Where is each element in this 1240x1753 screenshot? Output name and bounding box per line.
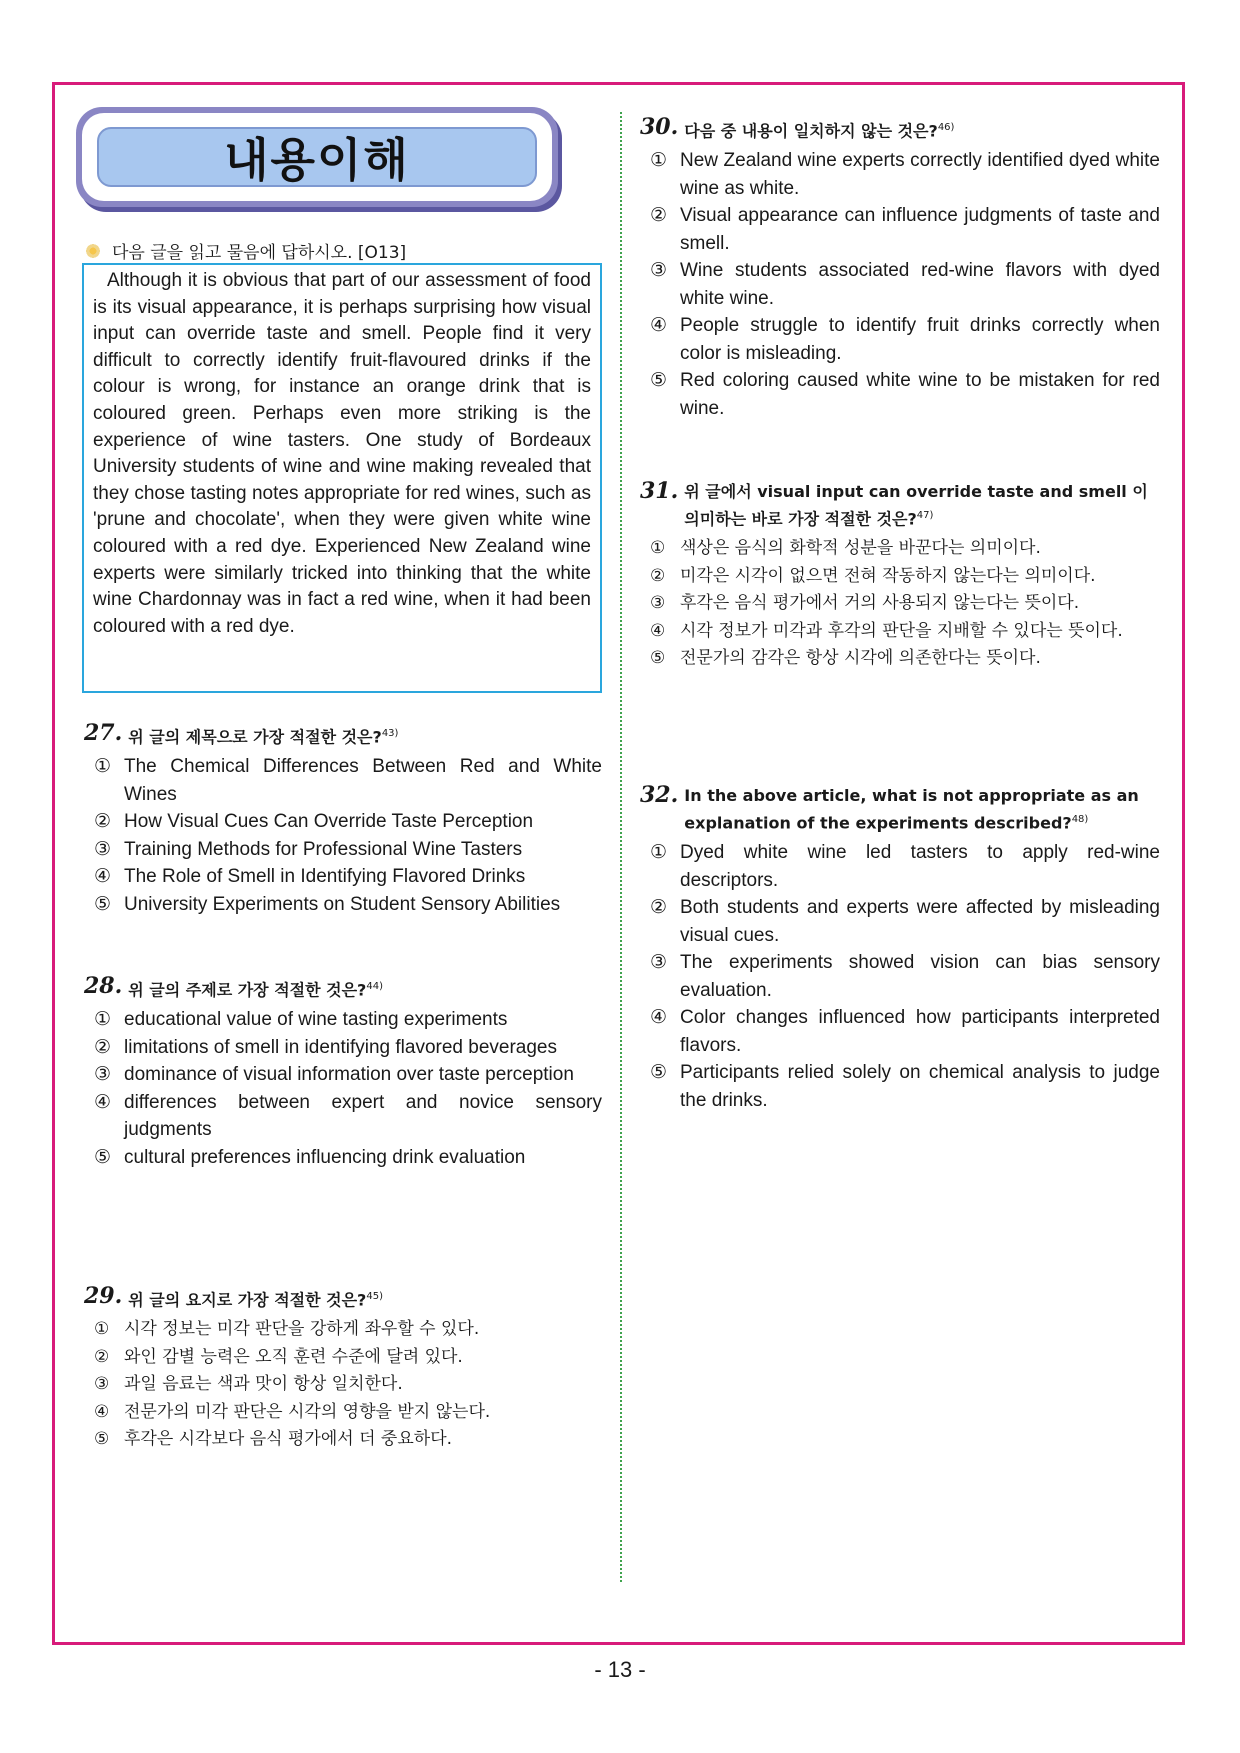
question-number: 27. — [84, 720, 123, 746]
option-marker: ① — [650, 538, 666, 559]
option-marker: ④ — [94, 866, 112, 888]
footnote-ref: 48) — [1071, 814, 1089, 825]
reading-passage: Although it is obvious that part of our assessment of food is its visual appearance, it is perhaps surprising how visual input can override taste and smell. People find it very difficult to correctly identify fruit-flavoured drinks if the colour is wrong, for instance an orange drink that is coloured green. Perhaps even more striking is the experience of wine tasters. One study of Bordeaux University students of wine and wine making revealed that they chose tasting notes appropriate for red wines, such as 'prune and chocolate', when they were given white wine coloured with a red dye. Experienced New Zealand wine experts were similarly tricked into thinking that the white wine Chardonnay was in fact a red wine, when it had been coloured with a red dye. — [82, 263, 602, 693]
answer-option[interactable] — [640, 839, 1160, 894]
answer-option[interactable] — [84, 1316, 602, 1344]
option-text: dominance of visual information over taste perception — [124, 1064, 574, 1086]
option-text: educational value of wine tasting experiments — [124, 1009, 508, 1031]
question-number: 31. — [640, 478, 679, 504]
answer-option[interactable] — [640, 1059, 1160, 1114]
column-divider — [620, 112, 622, 1582]
option-text: 와인 감별 능력은 오직 훈련 수준에 달려 있다. — [124, 1346, 463, 1367]
option-text: Color changes influenced how participants interpreted flavors. — [680, 1007, 1160, 1056]
answer-option[interactable] — [84, 891, 602, 919]
answer-option[interactable] — [640, 590, 1160, 618]
option-marker: ⑤ — [650, 370, 668, 392]
option-text: 전문가의 미각 판단은 시각의 영향을 받지 않는다. — [124, 1401, 491, 1422]
option-marker: ③ — [94, 838, 112, 860]
option-text: Wine students associated red-wine flavors with dyed white wine. — [680, 260, 1160, 309]
option-marker: ⑤ — [650, 648, 666, 669]
option-marker: ② — [94, 811, 112, 833]
option-marker: ① — [94, 1009, 112, 1031]
option-marker: ④ — [650, 620, 666, 641]
option-marker: ④ — [650, 315, 668, 337]
answer-option[interactable] — [84, 1371, 602, 1399]
flower-icon — [84, 242, 102, 260]
question-stem: 다음 중 내용이 일치하지 않는 것은? — [684, 121, 938, 141]
option-text: 후각은 음식 평가에서 거의 사용되지 않는다는 뜻이다. — [680, 593, 1080, 614]
question-number: 32. — [640, 782, 679, 808]
answer-option[interactable] — [84, 863, 602, 891]
question-stem: 위 글의 요지로 가장 적절한 것은? — [128, 1290, 367, 1310]
question-stem: In the above article, what is not appropriate as an explanation of the experiments described? — [684, 786, 1139, 833]
option-marker: ① — [650, 150, 668, 172]
option-marker: ② — [650, 205, 668, 227]
option-text: University Experiments on Student Sensory Abilities — [124, 893, 561, 915]
option-text: 과일 음료는 색과 맛이 항상 일치한다. — [124, 1374, 403, 1395]
footnote-ref: 47) — [916, 510, 934, 521]
answer-option[interactable] — [84, 753, 602, 808]
answer-option[interactable] — [640, 202, 1160, 257]
answer-option[interactable] — [640, 645, 1160, 673]
question-31 — [640, 480, 1160, 673]
option-marker: ⑤ — [94, 893, 112, 915]
option-text: limitations of smell in identifying flavored beverages — [124, 1036, 557, 1058]
option-marker: ⑤ — [94, 1429, 110, 1450]
section-banner — [76, 107, 558, 207]
question-header — [84, 975, 602, 1002]
question-stem: 위 글에서 visual input can override taste and smell 이 의미하는 바로 가장 적절한 것은? — [684, 482, 1148, 529]
option-marker: ① — [94, 1319, 110, 1340]
option-text: The experiments showed vision can bias sensory evaluation. — [680, 952, 1160, 1001]
answer-option[interactable] — [640, 535, 1160, 563]
option-marker: ① — [650, 842, 668, 864]
answer-option[interactable] — [640, 367, 1160, 422]
option-text: The Chemical Differences Between Red and White Wines — [124, 756, 602, 805]
option-marker: ② — [94, 1346, 110, 1367]
option-text: cultural preferences influencing drink evaluation — [124, 1146, 526, 1168]
option-text: Red coloring caused white wine to be mistaken for red wine. — [680, 370, 1160, 419]
answer-option[interactable] — [84, 1399, 602, 1427]
option-marker: ③ — [650, 260, 668, 282]
answer-option[interactable] — [640, 949, 1160, 1004]
question-number: 29. — [84, 1283, 123, 1309]
option-marker: ③ — [650, 593, 666, 614]
option-marker: ② — [94, 1036, 112, 1058]
page-number: - 13 - — [594, 1657, 646, 1682]
question-27 — [84, 722, 602, 918]
question-32 — [640, 784, 1160, 1114]
option-text: 미각은 시각이 없으면 전혀 작동하지 않는다는 의미이다. — [680, 565, 1096, 586]
option-marker: ③ — [94, 1064, 112, 1086]
question-header — [84, 1285, 602, 1312]
option-text: 시각 정보가 미각과 후각의 판단을 지배할 수 있다는 뜻이다. — [680, 620, 1123, 641]
answer-option[interactable] — [84, 1061, 602, 1089]
option-text: How Visual Cues Can Override Taste Perception — [124, 811, 534, 833]
question-header — [640, 116, 1160, 143]
answer-option[interactable] — [84, 1426, 602, 1454]
question-number: 30. — [640, 114, 679, 140]
option-marker: ③ — [650, 952, 668, 974]
answer-option[interactable] — [84, 808, 602, 836]
question-number: 28. — [84, 973, 123, 999]
question-stem: 위 글의 주제로 가장 적절한 것은? — [128, 980, 367, 1000]
question-29 — [84, 1285, 602, 1454]
question-header — [84, 722, 602, 749]
option-text: 색상은 음식의 화학적 성분을 바꾼다는 의미이다. — [680, 538, 1041, 559]
option-text: Visual appearance can influence judgments of taste and smell. — [680, 205, 1160, 254]
question-header — [640, 480, 1160, 531]
option-text: The Role of Smell in Identifying Flavored Drinks — [124, 866, 526, 888]
option-marker: ④ — [650, 1007, 668, 1029]
instruction-text: 다음 글을 읽고 물음에 답하시오. [O13] — [112, 243, 407, 263]
answer-option[interactable] — [640, 1004, 1160, 1059]
section-title: 내용이해 — [224, 133, 410, 187]
footnote-ref: 43) — [381, 728, 399, 739]
answer-option[interactable] — [640, 257, 1160, 312]
option-text: Both students and experts were affected by misleading visual cues. — [680, 897, 1160, 946]
option-marker: ③ — [94, 1374, 110, 1395]
question-stem: 위 글의 제목으로 가장 적절한 것은? — [128, 727, 382, 747]
option-marker: ⑤ — [94, 1146, 112, 1168]
option-marker: ⑤ — [650, 1062, 668, 1084]
option-text: Participants relied solely on chemical analysis to judge the drinks. — [680, 1062, 1160, 1111]
answer-option[interactable] — [84, 1089, 602, 1144]
footnote-ref: 44) — [366, 981, 383, 992]
question-28 — [84, 975, 602, 1171]
question-30 — [640, 116, 1160, 422]
option-marker: ① — [94, 756, 112, 778]
option-marker: ④ — [94, 1091, 112, 1113]
option-text: Training Methods for Professional Wine Tasters — [124, 838, 523, 860]
option-text: 후각은 시각보다 음식 평가에서 더 중요하다. — [124, 1429, 453, 1450]
option-text: 시각 정보는 미각 판단을 강하게 좌우할 수 있다. — [124, 1319, 480, 1340]
answer-option[interactable] — [640, 147, 1160, 202]
option-marker: ② — [650, 897, 668, 919]
footnote-ref: 45) — [366, 1291, 383, 1302]
question-header — [640, 784, 1160, 835]
instruction — [84, 238, 406, 263]
answer-option[interactable] — [84, 1006, 602, 1034]
option-marker: ④ — [94, 1401, 110, 1422]
answer-option[interactable] — [640, 312, 1160, 367]
answer-option[interactable] — [640, 563, 1160, 591]
answer-option[interactable] — [640, 894, 1160, 949]
answer-option[interactable] — [640, 618, 1160, 646]
answer-option[interactable] — [84, 1344, 602, 1372]
option-text: 전문가의 감각은 항상 시각에 의존한다는 뜻이다. — [680, 648, 1041, 669]
answer-option[interactable] — [84, 1034, 602, 1062]
footnote-ref: 46) — [937, 122, 955, 133]
option-text: People struggle to identify fruit drinks correctly when color is misleading. — [680, 315, 1160, 364]
option-text: New Zealand wine experts correctly identified dyed white wine as white. — [680, 150, 1160, 199]
answer-option[interactable] — [84, 1144, 602, 1172]
answer-option[interactable] — [84, 836, 602, 864]
option-marker: ② — [650, 565, 666, 586]
option-text: Dyed white wine led tasters to apply red-wine descriptors. — [680, 842, 1160, 891]
option-text: differences between expert and novice sensory judgments — [124, 1091, 602, 1141]
